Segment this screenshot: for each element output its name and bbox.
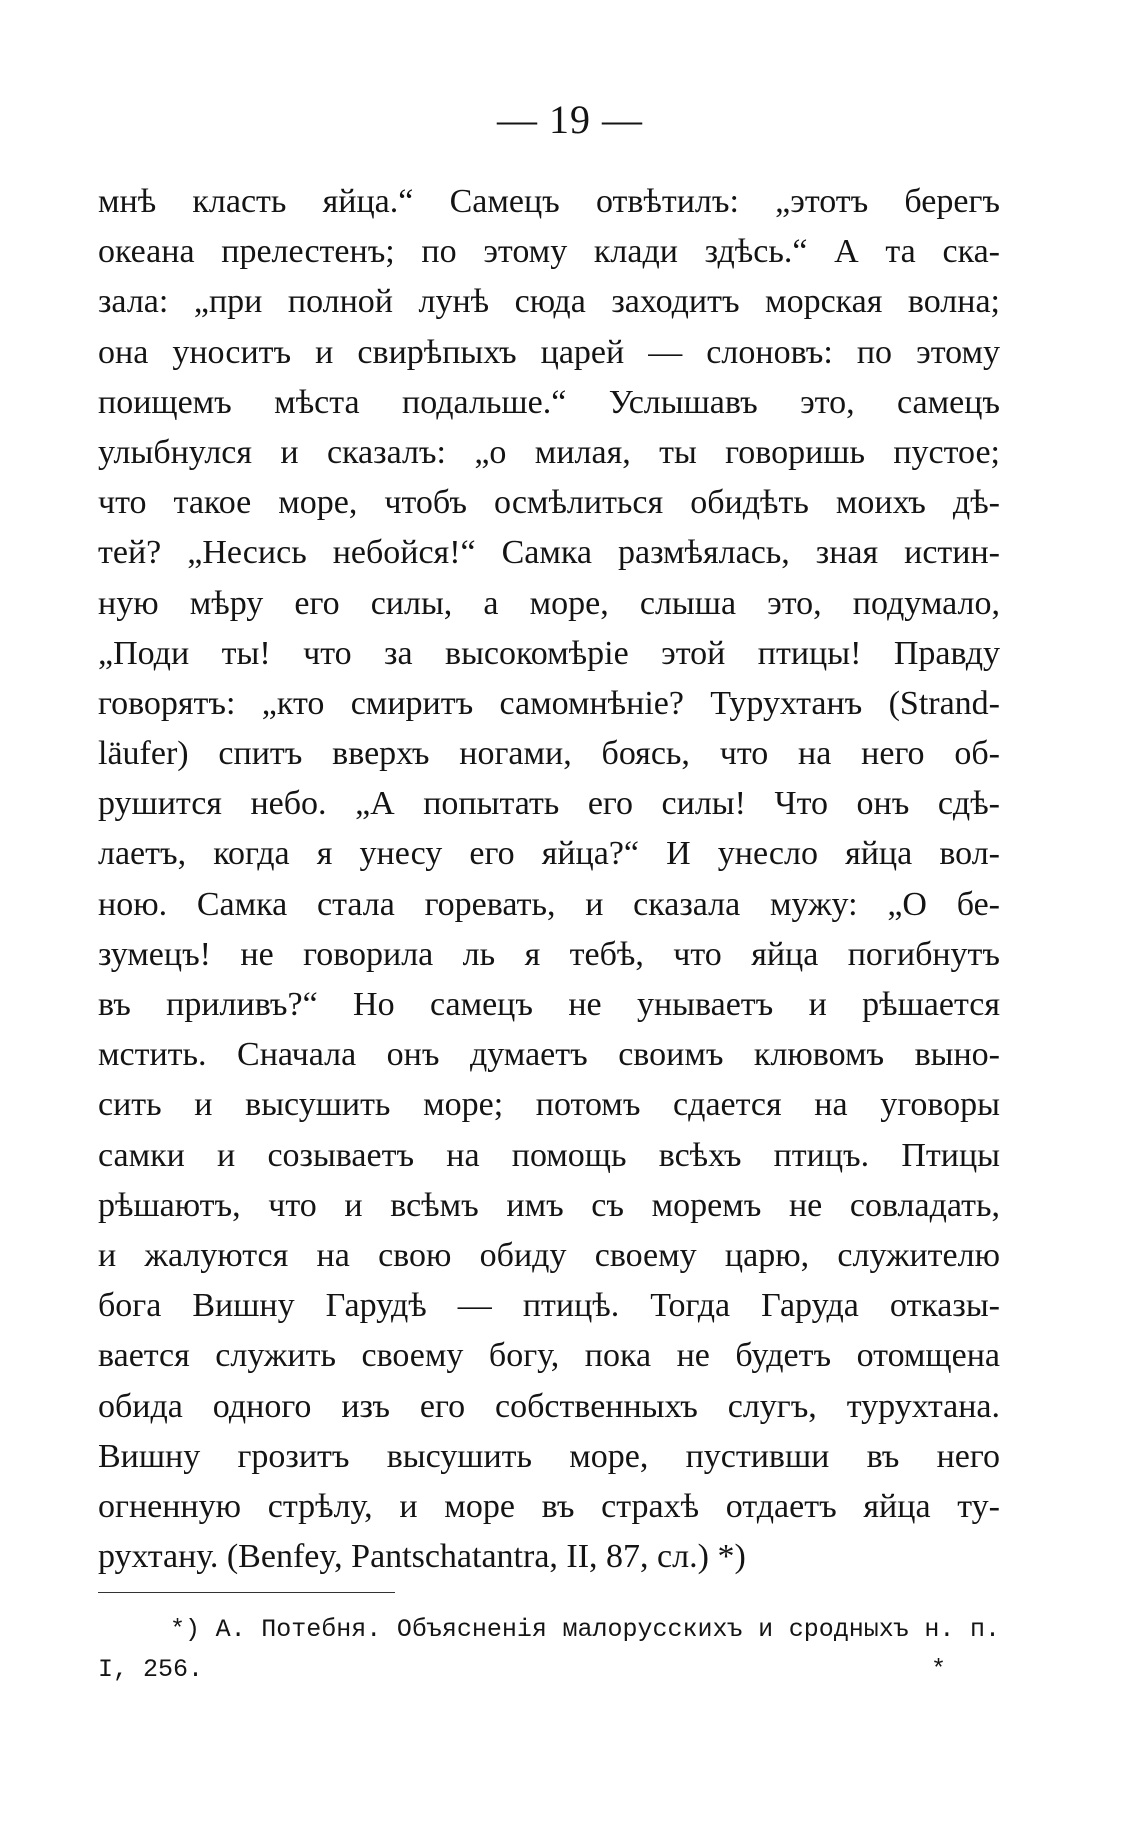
text-line: рушится небо. „А попытать его силы! Что онъ сдѣ- (98, 785, 1000, 823)
text-line: мстить. Сначала онъ думаетъ своимъ клювомъ выно- (98, 1036, 1000, 1074)
text-line: вается служить своему богу, пока не будетъ отомщена (98, 1337, 1000, 1375)
text-line: говорятъ: „кто смиритъ самомнѣніе? Турухтанъ (Strand- (98, 684, 1000, 722)
text-line: сить и высушить море; потомъ сдается на уговоры (98, 1086, 1000, 1124)
text-line: бога Вишну Гарудѣ — птицѣ. Тогда Гаруда отказы- (98, 1287, 1000, 1325)
text-line: улыбнулся и сказалъ: „о милая, ты говоришь пустое; (98, 433, 1000, 471)
text-line: ную мѣру его силы, а море, слыша это, подумало, (98, 584, 1000, 622)
text-line: и жалуются на свою обиду своему царю, служителю (98, 1236, 1000, 1274)
text-line: Вишну грозитъ высушить море, пустивши въ него (98, 1437, 1000, 1475)
text-line: поищемъ мѣста подальше.“ Услышавъ это, самецъ (98, 383, 1000, 421)
text-line: она уноситъ и свирѣпыхъ царей — слоновъ: по этому (98, 333, 1000, 371)
text-line: зала: „при полной лунѣ сюда заходитъ морская волна; (98, 283, 1000, 321)
footnote (98, 1610, 1000, 1690)
text-line: въ приливъ?“ Но самецъ не унываетъ и рѣшается (98, 986, 1000, 1023)
text-line: самки и созываетъ на помощь всѣхъ птицъ. Птицы (98, 1136, 1000, 1174)
text-line: океана прелестенъ; по этому клади здѣсь.“ А та ска- (98, 233, 1000, 271)
text-line: огненную стрѣлу, и море въ страхѣ отдаетъ яйца ту- (98, 1487, 1000, 1525)
page-number: — 19 — (497, 97, 643, 142)
main-text (98, 177, 1000, 1582)
text-line: что такое море, чтобъ осмѣлиться обидѣть моихъ дѣ- (98, 484, 1000, 522)
footnote-separator (98, 1592, 395, 1593)
text-line: рухтану. (Benfey, Pantschatantra, II, 87, сл.) *) (98, 1538, 746, 1576)
footnote-line-row (98, 1650, 1000, 1690)
text-line: зумецъ! не говорила ль я тебѣ, что яйца погибнутъ (98, 935, 1000, 973)
text-line: ною. Самка стала горевать, и сказала мужу: „О бе- (98, 885, 1000, 923)
footnote-reference: I, 256. (98, 1655, 204, 1684)
text-line: тей? „Несись небойся!“ Самка размѣялась, зная истин- (98, 534, 1000, 572)
footnote-line: *) А. Потебня. Объясненія малорусскихъ и сродныхъ н. п. (170, 1615, 1000, 1644)
text-line: рѣшаютъ, что и всѣмъ имъ съ моремъ не совладать, (98, 1186, 1000, 1224)
footnote-mark: * (930, 1655, 946, 1684)
text-line: „Поди ты! что за высокомѣріе этой птицы! Правду (98, 634, 1000, 672)
text-line: мнѣ класть яйца.“ Самецъ отвѣтилъ: „этотъ берегъ (98, 183, 1000, 220)
text-line: läufer) спитъ вверхъ ногами, боясь, что на него об- (98, 735, 1000, 773)
text-line: лаетъ, когда я унесу его яйца?“ И унесло яйца вол- (98, 835, 1000, 873)
text-line: обида одного изъ его собственныхъ слугъ, турухтана. (98, 1387, 1000, 1425)
